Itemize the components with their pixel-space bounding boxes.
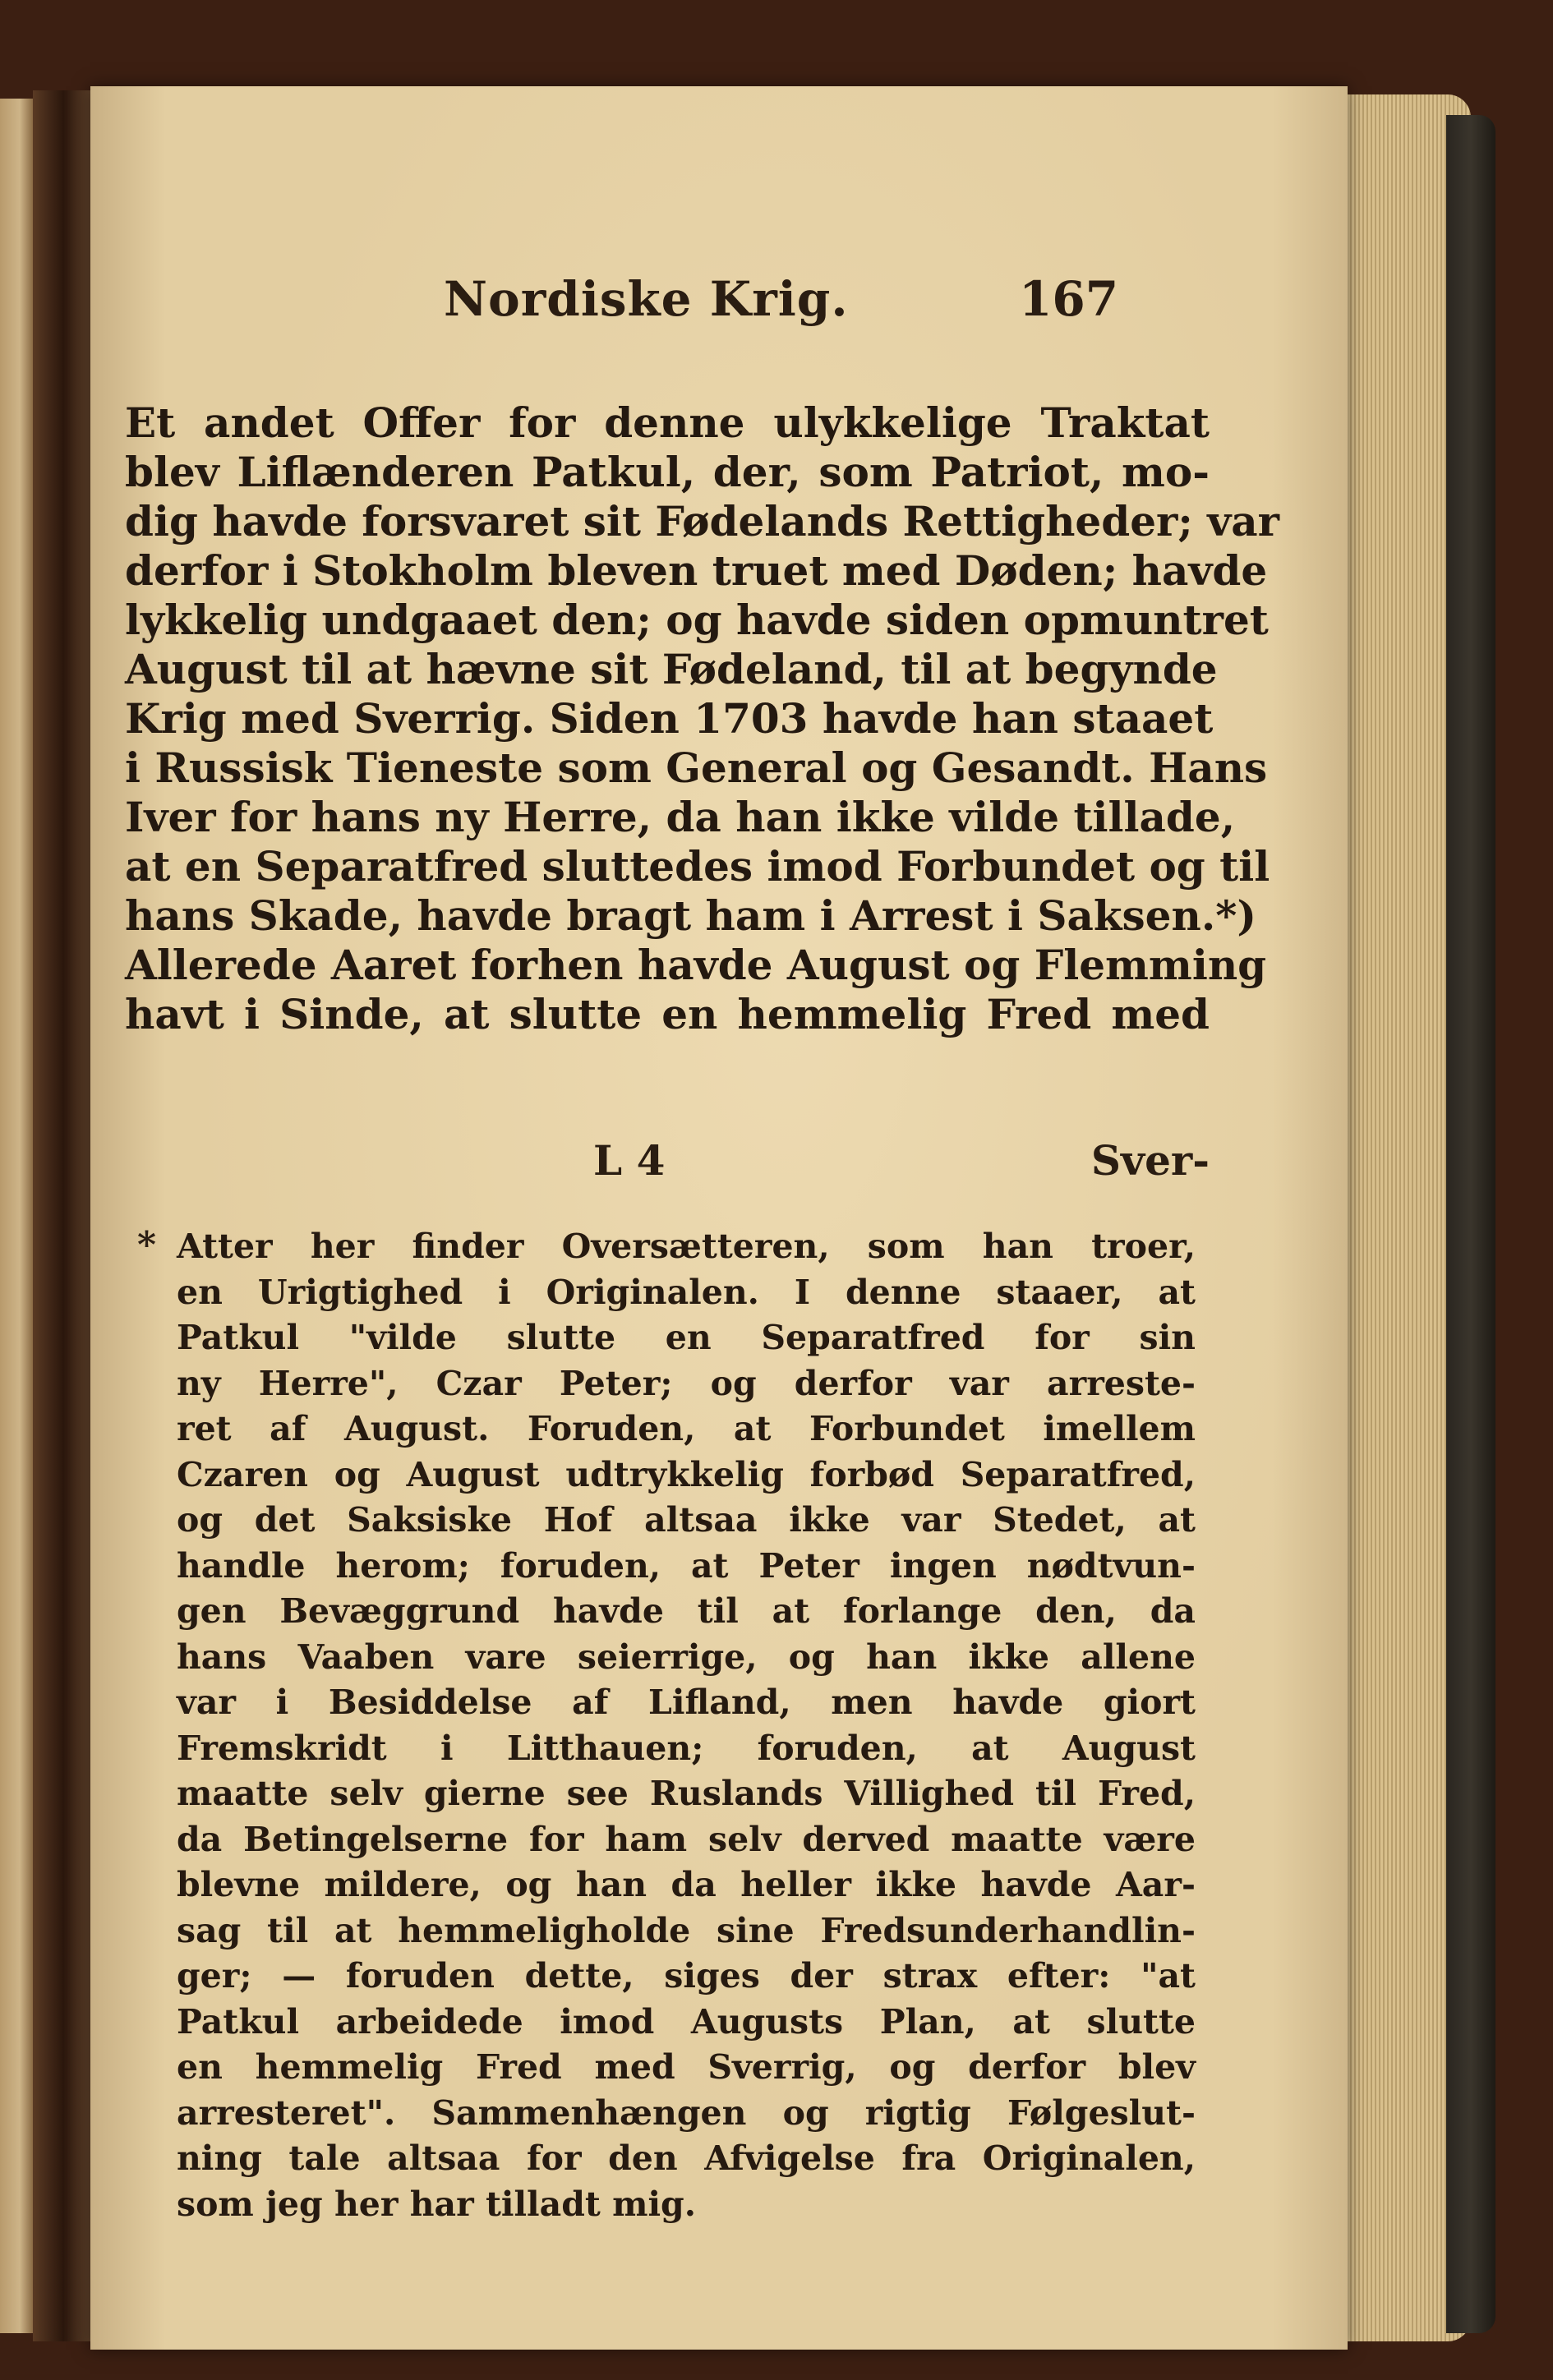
running-title: Nordiske Krig. <box>444 271 849 327</box>
footnote-line: blevne mildere, og han da heller ikke havde Aar- <box>177 1865 1196 1904</box>
footnote-line: ret af August. Foruden, at Forbundet imellem <box>177 1409 1196 1448</box>
footnote-line: handle herom; foruden, at Peter ingen nødtvun- <box>177 1545 1196 1586</box>
footnote-line: Fremskridt i Litthauen; foruden, at August <box>177 1728 1196 1768</box>
footnote-line: gen Bevæggrund havde til at forlange den, da <box>177 1591 1196 1631</box>
body-line: at en Separatfred sluttedes imod Forbundet og til <box>125 842 1270 891</box>
body-line: i Russisk Tieneste som General og Gesandt. Hans <box>125 743 1268 792</box>
footnote-line: Patkul "vilde slutte en Separatfred for sin <box>177 1318 1196 1357</box>
footnote-marker: * <box>137 1224 157 1266</box>
previous-page-edge <box>0 99 33 2333</box>
footnote-line: en hemmelig Fred med Sverrig, og derfor blev <box>177 2047 1196 2087</box>
footnote-line: da Betingelserne for ham selv derved maatte være <box>177 1819 1196 1859</box>
footnote-line: og det Saksiske Hof altsaa ikke var Stedet, at <box>177 1500 1196 1540</box>
footnote-line: arresteret". Sammenhængen og rigtig Følgeslut- <box>177 2092 1196 2133</box>
footnote-line: sag til at hemmeligholde sine Fredsunderhandlin- <box>177 1910 1196 1950</box>
book-cover-edge <box>1446 115 1495 2333</box>
footnote-line: maatte selv gierne see Ruslands Villighed til Fred, <box>177 1774 1196 1813</box>
footnote-line: ny Herre", Czar Peter; og derfor var arreste- <box>177 1363 1196 1403</box>
catchword: Sver- <box>1090 1136 1210 1185</box>
book-gutter <box>33 90 94 2341</box>
page-footer <box>125 1136 1210 1185</box>
body-line: Iver for hans ny Herre, da han ikke vilde tillade, <box>125 793 1236 841</box>
body-line: havt i Sinde, at slutte en hemmelig Fred med <box>125 990 1210 1038</box>
body-line: derfor i Stokholm bleven truet med Døden; havde <box>125 546 1268 595</box>
footnote-line: ger; — foruden dette, siges der strax efter: "at <box>177 1956 1196 1996</box>
body-line: dig havde forsvaret sit Fødelands Rettigheder; var <box>125 497 1280 546</box>
footnote-line: Patkul arbeidede imod Augusts Plan, at slutte <box>177 2001 1196 2042</box>
body-line: August til at hævne sit Fødeland, til at begynde <box>125 645 1218 693</box>
footnote-line: Atter her finder Oversætteren, som han troer, <box>177 1227 1196 1266</box>
footnote-line: hans Vaaben vare seierrige, og han ikke allene <box>177 1637 1196 1677</box>
footnote-line: var i Besiddelse af Lifland, men havde giort <box>177 1683 1196 1722</box>
signature-mark: L 4 <box>593 1136 666 1185</box>
footnote-line: Czaren og August udtrykkelig forbød Separatfred, <box>177 1454 1196 1494</box>
body-text <box>125 398 1280 1039</box>
footnote-line: som jeg her har tilladt mig. <box>177 2184 696 2224</box>
page-number: 167 <box>1019 271 1119 327</box>
footnote <box>137 1224 1196 2227</box>
running-head <box>90 271 1348 337</box>
book-page <box>90 86 1348 2350</box>
body-line: Allerede Aaret forhen havde August og Flemming <box>125 941 1267 989</box>
footnote-line: ning tale altsaa for den Afvigelse fra Originalen, <box>177 2138 1196 2178</box>
body-line: Krig med Sverrig. Siden 1703 havde han staaet <box>125 694 1214 743</box>
body-line: hans Skade, havde bragt ham i Arrest i Saksen.*) <box>125 891 1257 940</box>
body-line: Et andet Offer for denne ulykkelige Traktat <box>125 398 1210 447</box>
footnote-line: en Urigtighed i Originalen. I denne staaer, at <box>177 1272 1196 1312</box>
body-line: blev Liflænderen Patkul, der, som Patriot, mo- <box>125 448 1210 496</box>
body-line: lykkelig undgaaet den; og havde siden opmuntret <box>125 596 1269 644</box>
